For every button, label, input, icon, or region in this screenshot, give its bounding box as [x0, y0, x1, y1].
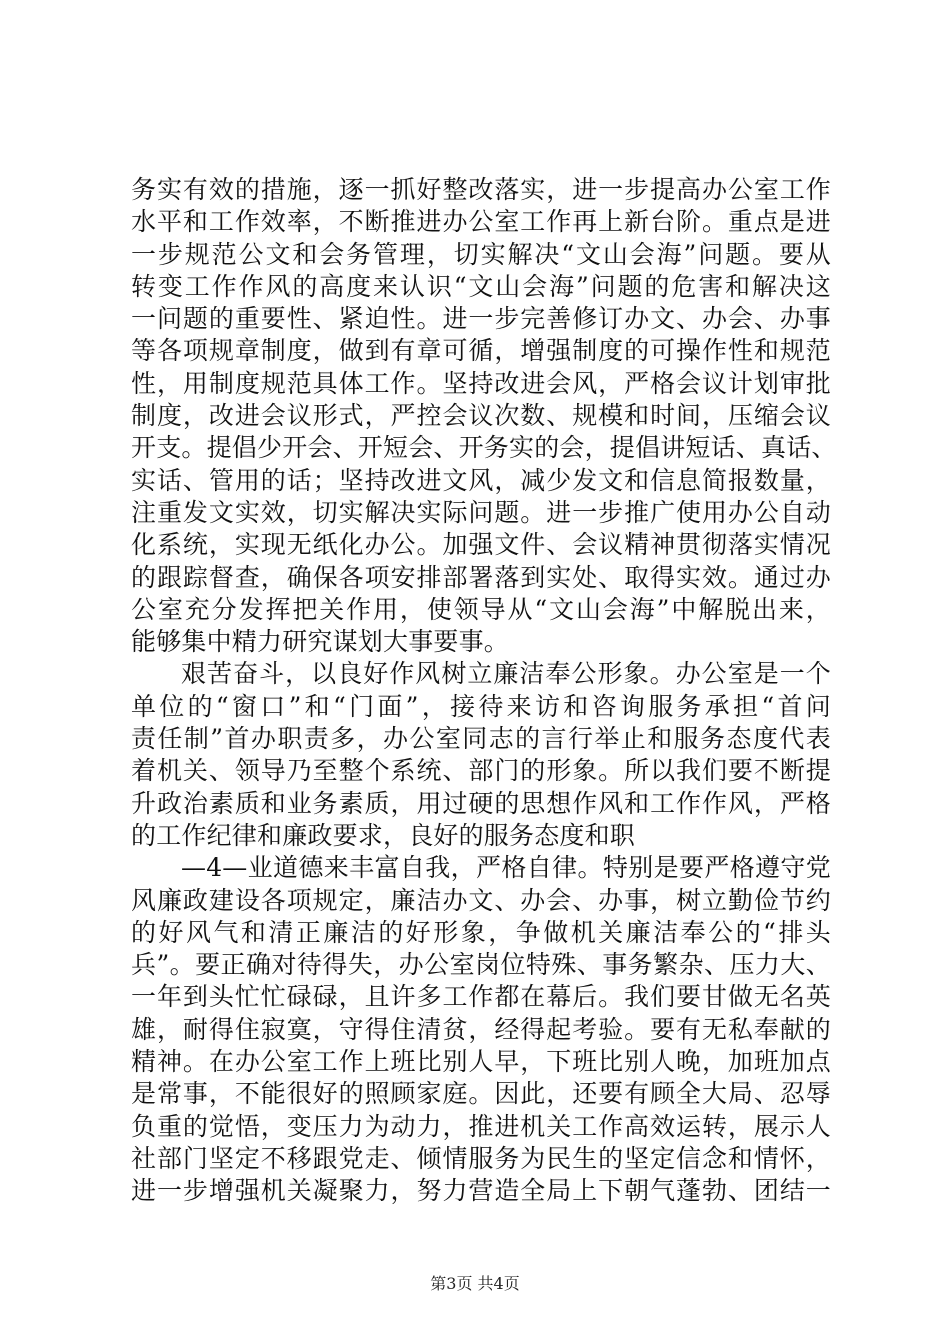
text-line: 风廉政建设各项规定，廉洁办文、办会、办事，树立勤俭节约 — [131, 885, 831, 915]
text-line: —4—业道德来丰富自我，严格自律。特别是要严格遵守党 — [181, 853, 831, 883]
text-line: 艰苦奋斗，以良好作风树立廉洁奉公形象。办公室是一个 — [181, 659, 831, 689]
text-line: 升政治素质和业务素质，用过硬的思想作风和工作作风，严格 — [131, 788, 831, 818]
text-line: 兵”。要正确对待得失，办公室岗位特殊、事务繁杂、压力大、 — [131, 950, 831, 980]
text-line: 性，用制度规范具体工作。坚持改进会风，严格会议计划审批 — [131, 368, 831, 398]
text-line: 着机关、领导乃至整个系统、部门的形象。所以我们要不断提 — [131, 756, 831, 786]
text-line: 单位的“窗口”和“门面”，接待来访和咨询服务承担“首问 — [131, 691, 831, 721]
text-line: 的工作纪律和廉政要求，良好的服务态度和职 — [131, 820, 636, 850]
text-line: 责任制”首办职责多，办公室同志的言行举止和服务态度代表 — [131, 724, 831, 754]
text-line: 的好风气和清正廉洁的好形象，争做机关廉洁奉公的“排头 — [131, 917, 831, 947]
text-line: 的跟踪督查，确保各项安排部署落到实处、取得实效。通过办 — [131, 562, 831, 592]
text-line: 社部门坚定不移跟党走、倾情服务为民生的坚定信念和情怀， — [131, 1143, 831, 1173]
page-number: 第3页 共4页 — [430, 1274, 520, 1293]
text-line: 一步规范公文和会务管理，切实解决“文山会海”问题。要从 — [131, 239, 831, 269]
text-line: 负重的觉悟，变压力为动力，推进机关工作高效运转，展示人 — [131, 1111, 831, 1141]
text-line: 务实有效的措施，逐一抓好整改落实，进一步提高办公室工作 — [131, 175, 831, 204]
text-line: 制度，改进会议形式，严控会议次数、规模和时间，压缩会议 — [131, 401, 831, 431]
body-text — [131, 174, 837, 1208]
text-line: 一年到头忙忙碌碌，且许多工作都在幕后。我们要甘做无名英 — [131, 982, 831, 1012]
text-line: 开支。提倡少开会、开短会、开务实的会，提倡讲短话、真话、 — [131, 433, 837, 463]
text-line: 进一步增强机关凝聚力，努力营造全局上下朝气蓬勃、团结一 — [131, 1176, 831, 1206]
text-line: 精神。在办公室工作上班比别人早，下班比别人晚，加班加点 — [131, 1047, 831, 1077]
text-line: 注重发文实效，切实解决实际问题。进一步推广使用办公自动 — [131, 497, 831, 527]
text-line: 雄，耐得住寂寞，守得住清贫，经得起考验。要有无私奉献的 — [131, 1014, 831, 1044]
text-line: 公室充分发挥把关作用，使领导从“文山会海”中解脱出来， — [131, 594, 831, 624]
text-line: 转变工作作风的高度来认识“文山会海”问题的危害和解决这 — [131, 271, 831, 301]
text-line: 一问题的重要性、紧迫性。进一步完善修订办文、办会、办事 — [131, 304, 831, 334]
text-line: 实话、管用的话；坚持改进文风，减少发文和信息简报数量， — [131, 465, 831, 495]
page-footer — [0, 1274, 950, 1294]
text-line: 能够集中精力研究谋划大事要事。 — [131, 627, 510, 657]
text-line: 是常事，不能很好的照顾家庭。因此，还要有顾全大局、忍辱 — [131, 1079, 831, 1109]
text-line: 水平和工作效率，不断推进办公室工作再上新台阶。重点是进 — [131, 207, 831, 237]
text-line: 化系统，实现无纸化办公。加强文件、会议精神贯彻落实情况 — [131, 530, 831, 560]
text-line: 等各项规章制度，做到有章可循，增强制度的可操作性和规范 — [131, 336, 831, 366]
